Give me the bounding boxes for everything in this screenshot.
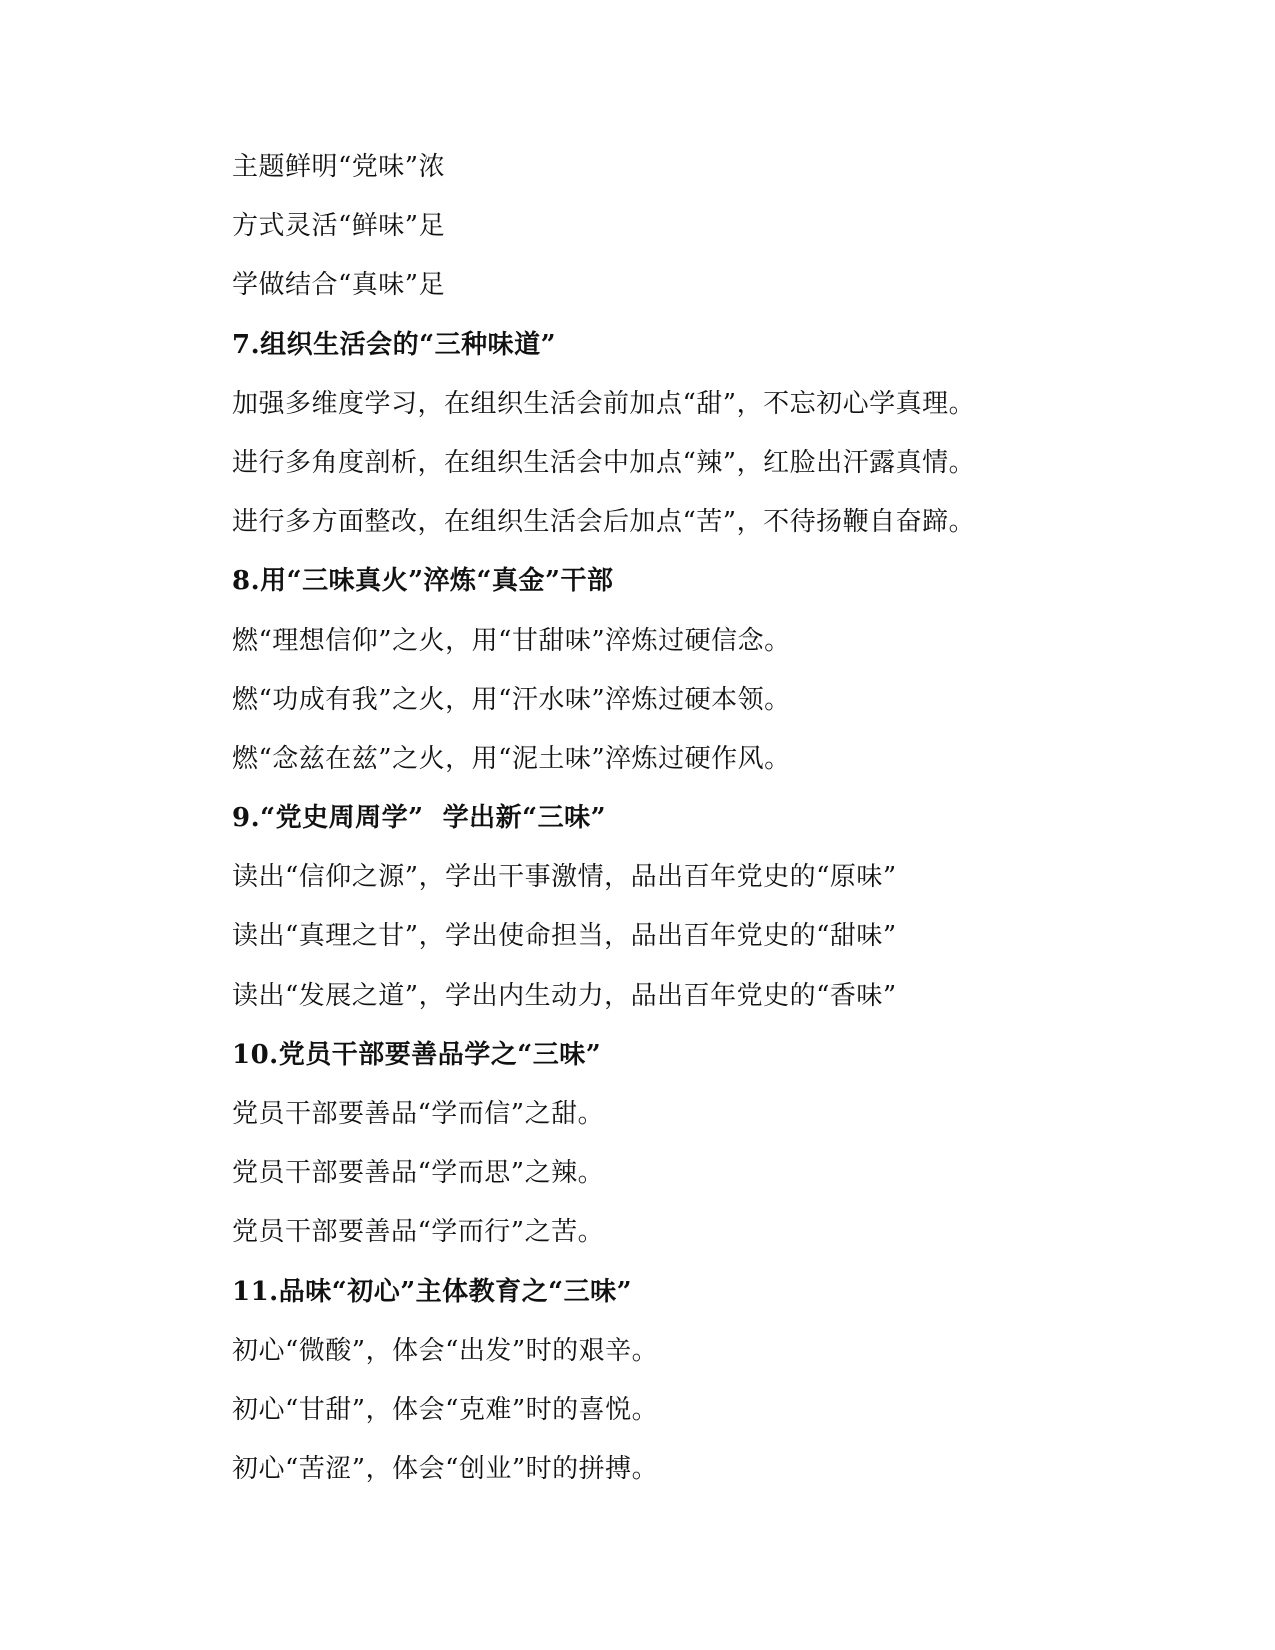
section-heading: 10.党员干部要善品学之“三味” xyxy=(232,1039,602,1070)
text-line: 方式灵活“鲜味”足 xyxy=(232,211,446,242)
text-line: 燃“念兹在兹”之火，用“泥土味”淬炼过硬作风。 xyxy=(232,743,791,774)
text-line: 读出“真理之甘”，学出使命担当，品出百年党史的“甜味” xyxy=(232,921,897,952)
text-line: 学做结合“真味”足 xyxy=(232,270,446,301)
text-line: 燃“理想信仰”之火，用“甘甜味”淬炼过硬信念。 xyxy=(232,625,791,656)
section-heading: 11.品味“初心”主体教育之“三味” xyxy=(232,1276,633,1307)
text-line: 党员干部要善品“学而行”之苦。 xyxy=(232,1217,605,1248)
text-line: 党员干部要善品“学而思”之辣。 xyxy=(232,1158,605,1189)
text-line: 初心“微酸”，体会“出发”时的艰辛。 xyxy=(232,1335,659,1366)
text-line: 进行多方面整改，在组织生活会后加点“苦”，不待扬鞭自奋蹄。 xyxy=(232,507,976,538)
section-heading: 9.“党史周周学” 学出新“三味” xyxy=(232,803,607,834)
text-line: 读出“信仰之源”，学出干事激情，品出百年党史的“原味” xyxy=(232,862,897,893)
text-line: 进行多角度剖析，在组织生活会中加点“辣”，红脸出汗露真情。 xyxy=(232,447,976,478)
text-line: 初心“苦涩”，体会“创业”时的拼搏。 xyxy=(232,1454,659,1485)
text-line: 加强多维度学习，在组织生活会前加点“甜”，不忘初心学真理。 xyxy=(232,388,976,419)
section-heading: 7.组织生活会的“三种味道” xyxy=(232,329,557,360)
text-line: 党员干部要善品“学而信”之甜。 xyxy=(232,1099,605,1129)
text-line: 主题鲜明“党味”浓 xyxy=(232,152,446,182)
document-body xyxy=(232,138,1132,1499)
text-line: 初心“甘甜”，体会“克难”时的喜悦。 xyxy=(232,1394,659,1425)
text-line: 读出“发展之道”，学出内生动力，品出百年党史的“香味” xyxy=(232,980,897,1011)
section-heading: 8.用“三味真火”淬炼“真金”干部 xyxy=(232,566,614,597)
text-line: 燃“功成有我”之火，用“汗水味”淬炼过硬本领。 xyxy=(232,684,791,715)
